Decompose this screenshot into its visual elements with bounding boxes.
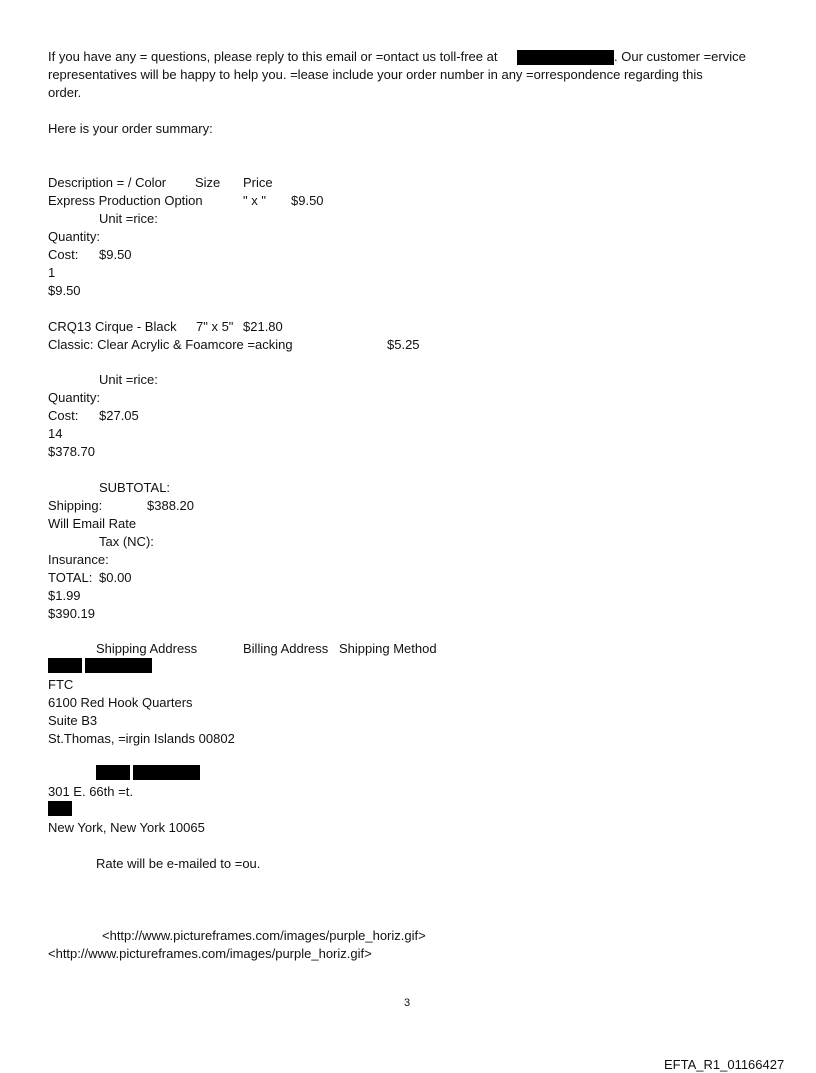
ship-street: 6100 Red Hook Quarters — [48, 695, 193, 710]
item2-size: 7" x 5" — [196, 319, 234, 334]
intro-line-3: order. — [48, 85, 82, 100]
bill-city: New York, New York 10065 — [48, 820, 205, 835]
rate-note: Rate will be e-mailed to =ou. — [96, 856, 261, 871]
item1-cost-label: Cost: — [48, 247, 79, 262]
redacted-phone — [517, 50, 614, 65]
image-link-1[interactable]: <http://www.pictureframes.com/images/purple_horiz.gif> — [102, 928, 426, 943]
redacted-ship-first-name — [48, 658, 82, 673]
column-size: Size — [195, 175, 221, 190]
item2-option: Classic: Clear Acrylic & Foamcore =acking — [48, 337, 293, 352]
shipping-address-header: Shipping Address — [96, 641, 198, 656]
insurance-value: $1.99 — [48, 588, 81, 603]
intro-line-1a: If you have any = questions, please reply to this email or =ontact us toll-free at — [48, 49, 498, 64]
item1-cost-value: $9.50 — [99, 247, 132, 262]
shipping-label: Shipping: — [48, 498, 103, 513]
item1-size: " x " — [243, 193, 266, 208]
shipping-value: Will Email Rate — [48, 516, 137, 531]
bill-street: 301 E. 66th =t. — [48, 784, 133, 799]
item1-quantity-label: Quantity: — [48, 229, 101, 244]
redacted-bill-unit — [48, 801, 72, 816]
item2-line-total: $378.70 — [48, 444, 95, 459]
item1-line-total: $9.50 — [48, 283, 81, 298]
item2-quantity: 14 — [48, 426, 63, 441]
item2-quantity-label: Quantity: — [48, 390, 101, 405]
column-price: Price — [243, 175, 273, 190]
item2-cost-label: Cost: — [48, 408, 79, 423]
intro-line-1b: . Our customer =ervice — [614, 49, 746, 64]
ship-city: St.Thomas, =irgin Islands 00802 — [48, 731, 235, 746]
page-number: 3 — [404, 997, 411, 1009]
item2-cost-value: $27.05 — [99, 408, 139, 423]
subtotal-value: $388.20 — [147, 498, 194, 513]
item2-name: CRQ13 Cirque - Black — [48, 319, 177, 334]
document-id: EFTA_R1_01166427 — [664, 1057, 785, 1072]
total-value: $390.19 — [48, 606, 95, 621]
tax-value: $0.00 — [99, 570, 132, 585]
redacted-bill-last-name — [133, 765, 200, 780]
billing-address-header: Billing Address — [243, 641, 329, 656]
item2-price: $21.80 — [243, 319, 283, 334]
column-description: Description = / Color — [48, 175, 167, 190]
tax-label: Tax (NC): — [99, 534, 154, 549]
item1-unit-price-label: Unit =rice: — [99, 211, 158, 226]
item1-quantity: 1 — [48, 265, 56, 280]
image-link-2[interactable]: <http://www.pictureframes.com/images/purple_horiz.gif> — [48, 946, 372, 961]
item2-option-price: $5.25 — [387, 337, 420, 352]
summary-heading: Here is your order summary: — [48, 121, 213, 136]
item1-price: $9.50 — [291, 193, 324, 208]
item2-unit-price-label: Unit =rice: — [99, 372, 158, 387]
total-label: TOTAL: — [48, 570, 93, 585]
ship-company: FTC — [48, 677, 74, 692]
shipping-method-header: Shipping Method — [339, 641, 437, 656]
insurance-label: Insurance: — [48, 552, 109, 567]
intro-line-2: representatives will be happy to help you. =lease include your order number in any =orrespondence regarding this — [48, 67, 703, 82]
subtotal-label: SUBTOTAL: — [99, 480, 171, 495]
redacted-bill-first-name — [96, 765, 130, 780]
item1-name: Express Production Option — [48, 193, 203, 208]
ship-suite: Suite B3 — [48, 713, 98, 728]
redacted-ship-last-name — [85, 658, 152, 673]
